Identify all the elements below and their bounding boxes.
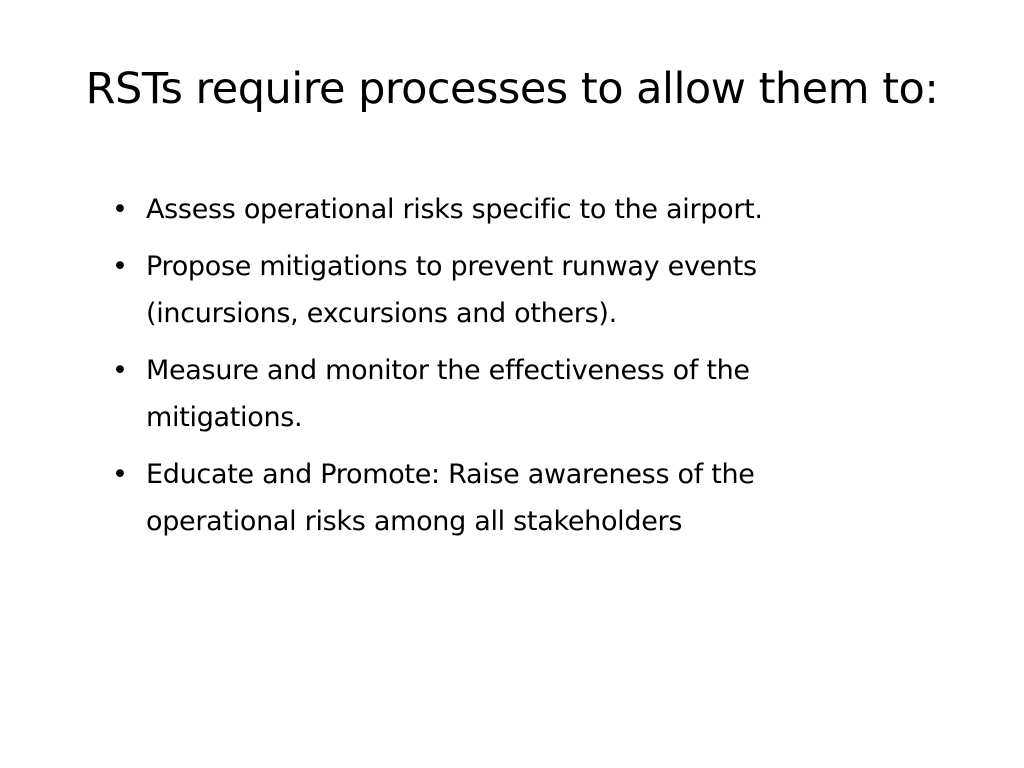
slide-title: RSTs require processes to allow them to: [85, 64, 939, 114]
bullet-text: Assess operational risks specific to the airport. [146, 194, 763, 225]
bullet-text: Measure and monitor the effectiveness of the mitigations. [146, 355, 750, 433]
bullet-marker: • [112, 194, 128, 225]
bullet-list [112, 186, 912, 555]
bullet-marker: • [112, 251, 128, 282]
bullet-marker: • [112, 355, 128, 386]
bullet-text: Propose mitigations to prevent runway events (incursions, excursions and others). [146, 251, 757, 329]
bullet-marker: • [112, 459, 128, 490]
bullet-item [112, 243, 912, 337]
bullet-item [112, 186, 912, 233]
bullet-text: Educate and Promote: Raise awareness of the operational risks among all stakeholders [146, 459, 755, 537]
bullet-item [112, 451, 912, 545]
bullet-item [112, 347, 912, 441]
